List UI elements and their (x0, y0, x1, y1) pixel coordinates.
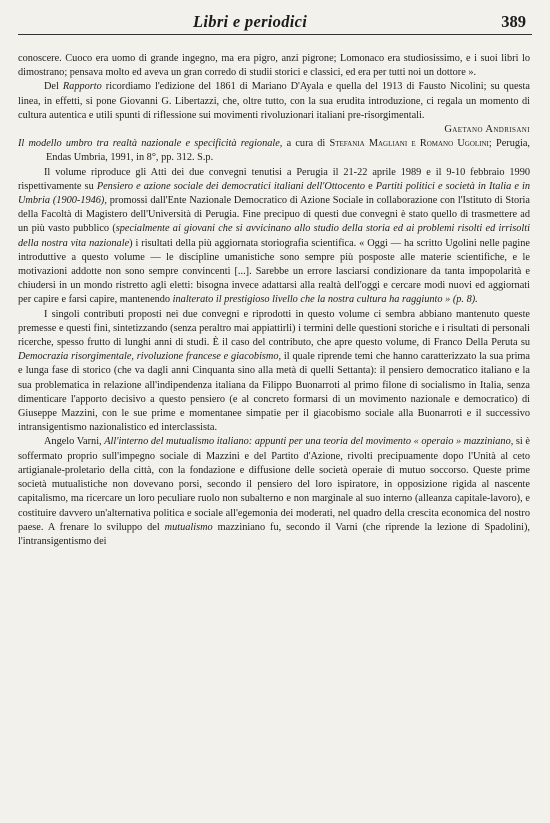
italic-span: Partiti politici e società in Italia e in Umbria (1900-1946), (18, 180, 531, 207)
italic-span: Democrazia risorgimentale, rivoluzione francese e giacobismo, (18, 351, 282, 363)
curator-prefix: a cura di (282, 138, 330, 150)
prev-review-paragraph-1: conoscere. Cuoco era uomo di grande ingegno, ma era pigro, anzi pigrone; Lomonaco era studiosissimo, e i suoi libri lo dimostrano; pensava molto ed aveva un gran corredo di studii storici e classici, ed era per tutti noi un dottore ». (18, 53, 530, 79)
text-span: promossi dall'Ente Nazionale Democratico di Azione Sociale in collaborazione con l'Istituto di Storia della Facoltà di Magistero dell'Università di Perugia. Fine precipuo di questi due convegni è stato quello di trasmettere ad un più vasto pubblico ( (18, 195, 530, 235)
review-paragraph-3 (18, 435, 530, 549)
text-span: Del (44, 81, 63, 93)
italic-span: mutualismo (164, 521, 213, 533)
text-span: ) i risultati della più aggiornata storiografia scientifica. « Oggi — ha scritto Ugolini nelle pagine introduttive a questo volume — le discipline umanistiche sono sempre più posposte alle materie scientifiche, e le motivazioni addotte non sono sempre convincenti [...]. Sarebbe un errore lasciarsi condizionare da tanta impopolarità e chiudersi in un mondo ristretto agli eletti: bisogna invece adattarsi alla realtà dell'oggi e cercare modi nuovi ed aggiornati per capire e farsi capire, mantenendo (18, 237, 530, 306)
text-span: I singoli contributi proposti nei due convegni e riprodotti in questo volume ci sembra abbiano mantenuto queste premesse e questi fini, sintetizzando (senza peraltro mai appiattirli) i termini delle questioni storiche e i risultati di personali ricerche, spesso frutto di lunghi anni di studi. È il caso del contributo, che apre questo volume, di Franco Della Peruta su (18, 308, 530, 349)
book-title: Il modello umbro tra realtà nazionale e specificità regionale, (18, 138, 283, 150)
text-span: Angelo Varni, (44, 436, 105, 448)
text-span: ricordiamo l'edizione del 1861 di Mariano D'Ayala e quella del 1913 di Fausto Nicolini; su questa linea, in effetti, si pone Giovanni G. Libertazzi, che, oltre tutto, con la sua erudita introduzione, ci regala un momento di cultura autentica e utili spunti di riflessione sui movimenti rivoluzionari italiani pre-risorgimentali. (18, 81, 530, 121)
text-span: si è soffermato proprio sull'impegno sociale di Mazzini e del Partito d'Azione, rivolti precipuamente dopo l'Unità al ceto artigianale-proletario della città, con la fondazione e diffusione delle società operaie di mutuo soccorso. Queste prime società mutualistiche non dovevano porsi, secondo il pensiero del loro ispiratore, in opposizione rigida al nascente capitalismo, ma ricercare un loro peculiare ruolo non subalterno e non marginale al suo interno (alleanza capitale-lavoro), e costituire davvero un'alternativa politica e sociale all'egemonia dei moderati, nel quadro della crescita economica del nostro paese. A frenare lo sviluppo del (18, 436, 530, 533)
curators: Stefania Magliani e Romano Ugolini (329, 138, 489, 150)
text-span: Il volume riproduce gli Atti dei due convegni tenutisi a Perugia il 21-22 aprile 1989 e il 9-10 febbraio 1990 rispettivamente su (18, 166, 530, 192)
page-body (18, 52, 530, 549)
prev-review-paragraph-2 (18, 80, 530, 123)
italic-span: Pensiero e azione sociale dei democratici italiani dell'Ottocento (96, 180, 365, 192)
italic-span: inalterato il prestigioso livello che la nostra cultura ha raggiunto » (p. 8). (172, 294, 478, 306)
review-paragraph-2 (18, 308, 530, 436)
review-paragraph-1 (18, 166, 530, 308)
text-span: il quale riprende temi che hanno caratterizzato la sua prima e lunga fase di storico (che va dagli anni Cinquanta sino alla metà di quelli Settanta): il pensiero democratico italiano e la sua problematica in relazione all'indipendenza italiana da Filippo Buonarroti al primo filone di socialismo in Italia, senza dimenticare l'apporto decisivo a questo pensiero (e al concreto formarsi di un movimento nazionale e democratico) di Giuseppe Mazzini, con le sue prime e momentanee simpatie per il giacobismo sociale alla Buonarroti e il successivo intransigentismo nazionalistico ed interclassista. (18, 351, 531, 434)
page-number: 389 (501, 12, 526, 31)
publication-info: ; Perugia, Endas Umbria, 1991, in 8°, pp. 312. S.p. (46, 138, 530, 164)
text-span: e (365, 180, 376, 192)
italic-title: Rapporto (62, 81, 102, 93)
running-title: Libri e periodici (193, 12, 308, 31)
header-rule (18, 34, 532, 35)
running-header (18, 4, 532, 34)
italic-span: specialmente ai giovani che si avvicinano allo studio della storia ed ai problemi risolti ed irrisolti della nostra vita nazionale (18, 223, 531, 249)
review-heading (18, 137, 530, 165)
italic-span: All'interno del mutualismo italiano: appunti per una teoria del movimento « operaio » mazziniano, (104, 436, 514, 448)
text-span: mazziniano fu, secondo il Varni (che riprende la lezione di Spadolini), l'intransigentismo dei (18, 521, 530, 547)
reviewer-signature: Gaetano Andrisani (444, 124, 530, 136)
